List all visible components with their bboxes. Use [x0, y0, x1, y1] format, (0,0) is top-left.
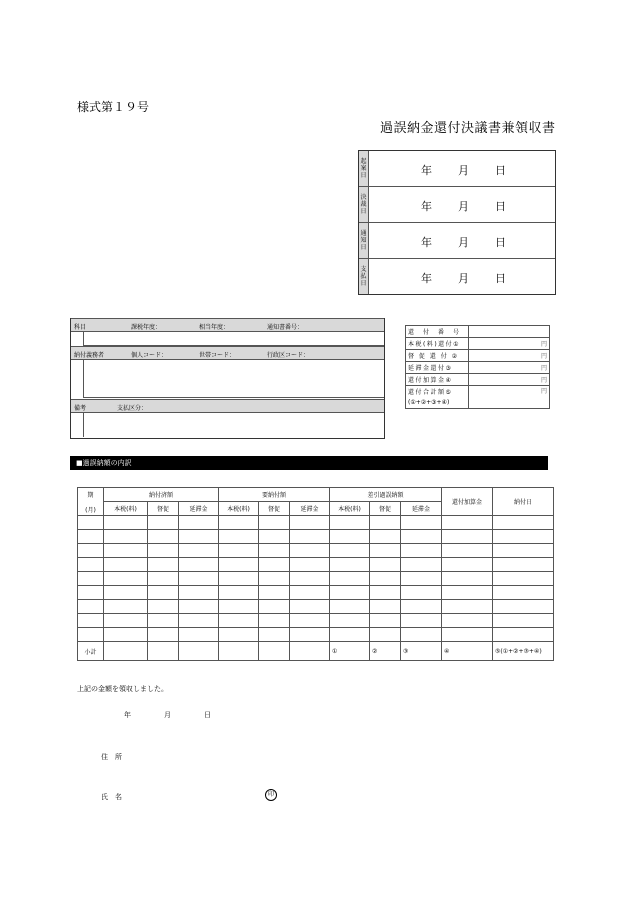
address-label: 住 所: [101, 753, 122, 761]
page-title: 過誤納金還付決議書兼領収書: [380, 121, 556, 136]
receipt-statement: 上記の金額を領収しました。: [77, 685, 168, 693]
date-label: 決 裁 日: [359, 187, 369, 222]
date-value[interactable]: 年 月 日: [421, 236, 506, 249]
table-row: [78, 614, 554, 628]
date-row-paid: [359, 259, 555, 294]
remarks-field[interactable]: [83, 413, 384, 437]
seal-mark: 印: [265, 789, 277, 801]
table-row: [78, 544, 554, 558]
date-label: 通 知 日: [359, 223, 369, 258]
subject-bar: 科目 課税年度： 相当年度： 通知書番号：: [71, 318, 384, 332]
table-row: 還付合計額⑤ 円: [406, 386, 550, 398]
table-header-row: 期 (月) 納付済額 要納付額 差引過誤納額 還付加算金 納付日: [78, 488, 554, 502]
table-row: 還 付 番 号: [406, 326, 550, 338]
table-row: 還付加算金④ 円: [406, 374, 550, 386]
refund-summary-table: [405, 325, 550, 409]
table-row: [78, 530, 554, 544]
table-subheader-row: 本税(料) 督促 延滞金 本税(料) 督促 延滞金 本税(料) 督促 延滞金: [78, 502, 554, 516]
name-label: 氏 名: [101, 793, 122, 801]
obligor-bar: 納付義務者 個人コード： 世帯コード： 行政区コード：: [71, 346, 384, 360]
date-value[interactable]: 年 月 日: [421, 272, 506, 285]
table-row: [78, 628, 554, 642]
date-box: [358, 150, 556, 295]
table-row: [78, 558, 554, 572]
obligor-field[interactable]: [83, 360, 384, 398]
date-row-drafted: [359, 151, 555, 187]
date-value[interactable]: 年 月 日: [421, 200, 506, 213]
subject-field[interactable]: [83, 332, 384, 346]
overpayment-breakdown-table: [77, 487, 554, 661]
table-row: 督 促 還 付 ② 円: [406, 350, 550, 362]
date-row-approved: [359, 187, 555, 223]
date-label: 起 案 日: [359, 151, 369, 186]
footer-year: 年: [124, 711, 131, 719]
date-row-notified: [359, 223, 555, 259]
table-row: [78, 572, 554, 586]
taxpayer-info-box: [70, 318, 385, 439]
table-row: [78, 516, 554, 530]
date-value[interactable]: 年 月 日: [421, 164, 506, 177]
table-row: (①+②+③+④): [406, 397, 550, 409]
table-row: [78, 600, 554, 614]
table-row: 延滞金還付③ 円: [406, 362, 550, 374]
table-row: [78, 586, 554, 600]
subtotal-row: 小計 ① ② ③ ④ ⑤(①+②+③+④): [78, 642, 554, 661]
period-header: 期 (月): [78, 488, 104, 516]
footer-day: 日: [204, 711, 211, 719]
form-number: 様式第１９号: [77, 100, 150, 114]
table-row: 本税(料)還付① 円: [406, 338, 550, 350]
section-title-bar: ■過誤納額の内訳: [70, 456, 548, 470]
date-label: 支 払 日: [359, 259, 369, 294]
remarks-bar: 備考 支払区分：: [71, 399, 384, 413]
footer-month: 月: [164, 711, 171, 719]
